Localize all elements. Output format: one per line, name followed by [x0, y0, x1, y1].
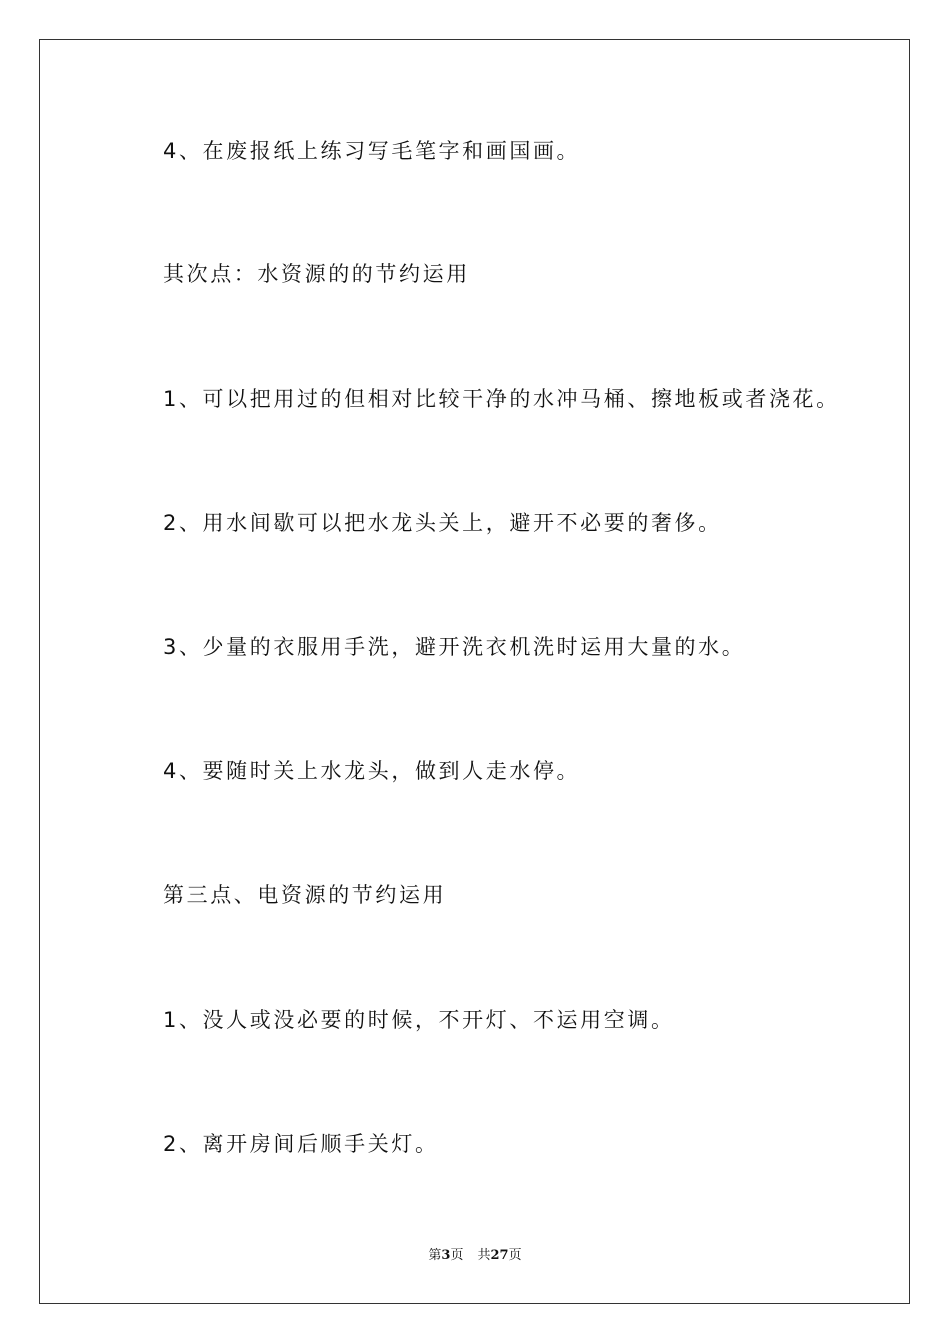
- section-heading-water: 其次点：水资源的的节约运用: [163, 262, 470, 286]
- page-footer: [0, 1247, 950, 1265]
- paragraph-line: 1、没人或没必要的时候，不开灯、不运用空调。: [163, 1008, 675, 1032]
- section-heading-electricity: 第三点、电资源的节约运用: [163, 883, 447, 907]
- footer-page-prefix: 第: [428, 1248, 442, 1263]
- footer-total-suffix: 页: [508, 1248, 522, 1263]
- footer-page-suffix: 页: [450, 1248, 464, 1263]
- footer-total-pages: 27: [490, 1248, 509, 1263]
- paragraph-line: 2、用水间歇可以把水龙头关上，避开不必要的奢侈。: [163, 511, 722, 535]
- footer-page-number: 3: [441, 1248, 451, 1263]
- paragraph-line: 4、要随时关上水龙头，做到人走水停。: [163, 759, 581, 783]
- paragraph-line: 4、在废报纸上练习写毛笔字和画国画。: [163, 139, 581, 163]
- page-frame: [39, 39, 910, 1304]
- footer-total-prefix: 共: [477, 1248, 491, 1263]
- paragraph-line: 3、少量的衣服用手洗，避开洗衣机洗时运用大量的水。: [163, 635, 746, 659]
- paragraph-line: 2、离开房间后顺手关灯。: [163, 1132, 439, 1156]
- paragraph-line: 1、可以把用过的但相对比较干净的水冲马桶、擦地板或者浇花。: [163, 387, 840, 411]
